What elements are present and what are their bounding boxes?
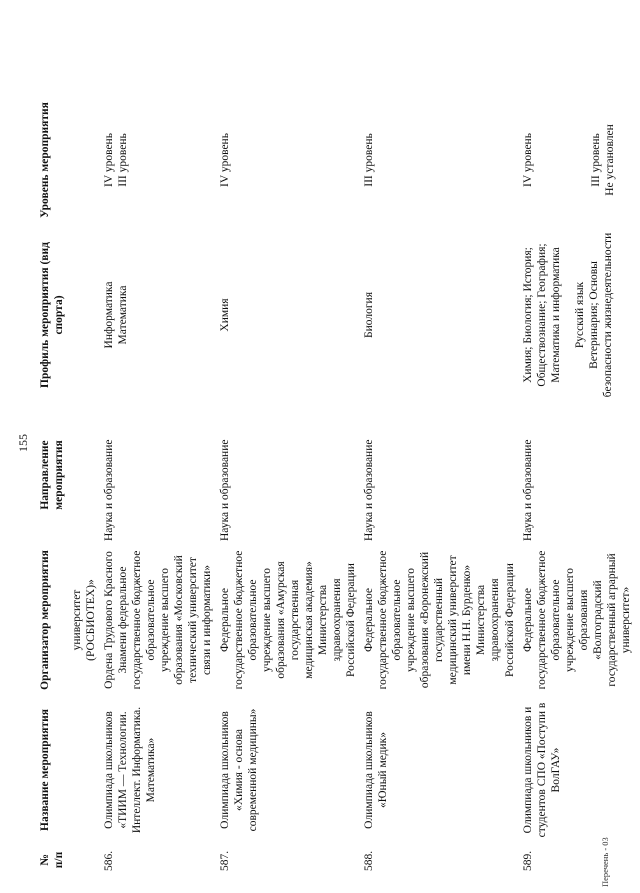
header-profile: Профиль мероприятия (вид спорта) [39, 242, 66, 388]
event-profile [216, 225, 360, 405]
event-direction: Наука и образование [521, 439, 534, 541]
event-profile-line: Русский язык [573, 281, 586, 349]
page-number: 155 [16, 434, 30, 452]
event-profile-line: Биология [363, 292, 376, 339]
event-profile [68, 225, 100, 405]
event-name: Олимпиада школьников «Юный медик» [363, 711, 390, 829]
event-profile-line: Ветеринария; Основы безопасности жизнедеятельности [587, 232, 614, 398]
row-number: 586. [103, 850, 116, 871]
event-level-line: IV уровень [521, 133, 534, 187]
table-row [68, 95, 100, 875]
event-name: Олимпиада школьников «Химия - основа современной медицины» [219, 708, 260, 832]
event-level-line: Не установлен [603, 124, 616, 196]
event-direction: Наука и образование [103, 439, 116, 541]
event-level-line: IV уровень [103, 133, 116, 187]
row-number: 589. [521, 850, 534, 871]
event-profile-line: Химия; Биология; История; Обществознание; География; Математика и информатика [521, 243, 562, 387]
event-profile-line: Химия [219, 298, 232, 332]
event-profile [100, 225, 216, 405]
event-organizer: Федеральное государственное бюджетное образовательное учреждение высшего образования «Амурская государственная медицинская академия» Министерства здравоохранения Российской Федерации [219, 550, 358, 690]
event-level [519, 95, 635, 225]
event-level-line: III уровень [117, 133, 130, 187]
event-level-line [535, 99, 549, 221]
event-level [68, 95, 100, 225]
header-direction: Направление мероприятия [39, 440, 66, 510]
event-name [68, 695, 100, 845]
row-number [68, 845, 100, 875]
event-profile [519, 225, 635, 405]
table-row [100, 95, 216, 875]
header-num: № п/п [39, 851, 66, 869]
event-level [216, 95, 360, 225]
event-profile-line: Математика [117, 285, 130, 345]
event-organizer: Федеральное государственное бюджетное образовательное учреждение высшего образования «Волгоградский государственный аграрный университет» [521, 550, 632, 690]
table-row [519, 95, 635, 875]
event-organizer: Федеральное государственное бюджетное образовательное учреждение высшего образования «Воронежский государственный медицинский университет имени Н.Н. Бурденко» Министерства здравоохранения Российской Федерации [363, 550, 516, 690]
event-organizer: университет (РОСБИОТЕХ)» [71, 579, 98, 661]
event-direction: Наука и образование [363, 439, 376, 541]
event-level [360, 95, 518, 225]
event-organizer: Ордена Трудового Красного Знамени федеральное государственное бюджетное образовательное учреждение высшего образования «Московский технический университет связи и информатики» [103, 550, 214, 690]
row-number: 587. [219, 850, 232, 871]
event-name: Олимпиада школьников и студентов СПО «Поступи в ВолГАУ» [521, 702, 562, 838]
table-row [360, 95, 518, 875]
event-level-line: III уровень [589, 133, 602, 187]
event-profile-line: Информатика [103, 281, 116, 349]
event-level-line: III уровень [363, 133, 376, 187]
event-direction: Наука и образование [219, 439, 232, 541]
event-level-line: IV уровень [219, 133, 232, 187]
event-name: Олимпиада школьников «ТИИМ — Технологии. Интеллект. Информатика. Математика» [103, 706, 158, 834]
events-table [36, 95, 635, 875]
header-level: Уровень мероприятия [39, 102, 51, 218]
footer-note: Перечень - 03 [600, 837, 610, 887]
table-header-row [36, 95, 68, 875]
header-name: Название мероприятия [39, 709, 51, 831]
row-number: 588. [363, 850, 376, 871]
event-profile [360, 225, 518, 405]
table-row [216, 95, 360, 875]
event-level [100, 95, 216, 225]
event-direction [68, 405, 100, 545]
header-organizer: Организатор мероприятия [39, 550, 51, 690]
